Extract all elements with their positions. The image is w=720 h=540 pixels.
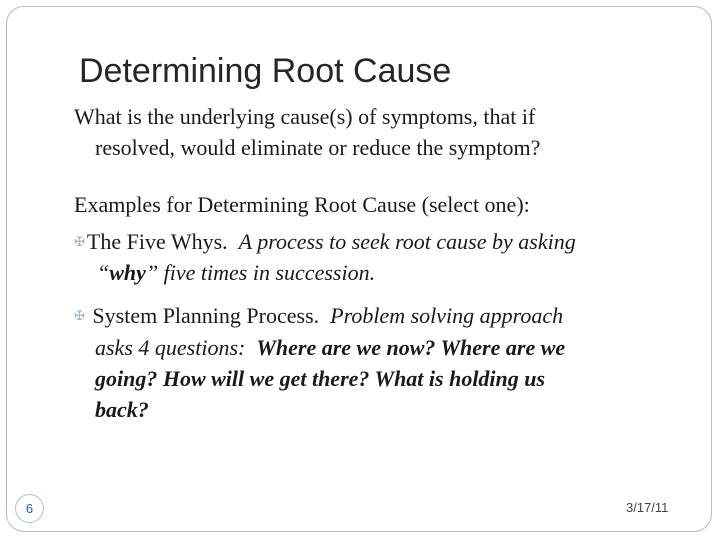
bullet-1-lead: The Five Whys. — [86, 229, 228, 254]
bullet-1-line-1 — [74, 226, 576, 257]
bullet-2-questions-line-1: Where are we now? Where are we — [256, 335, 566, 360]
slide-number: 6 — [15, 494, 44, 523]
bullet-marker-icon: ✠ — [74, 308, 85, 323]
slide-title: Determining Root Cause — [79, 52, 452, 90]
bullet-2-line-4 — [95, 394, 149, 425]
bullet-2-questions-line-3: back? — [95, 397, 149, 422]
bullet-2-desc-line-2: asks 4 questions: — [95, 335, 246, 360]
why-emphasis: why — [109, 260, 146, 285]
examples-heading: Examples for Determining Root Cause (select one): — [74, 192, 530, 217]
bullet-2-questions-line-2: going? How will we get there? What is holding us — [95, 366, 546, 391]
bullet-1-line-2 — [97, 257, 375, 288]
bullet-2-desc: Problem solving approach — [330, 303, 564, 328]
open-quote: “ — [97, 260, 110, 285]
bullet-2-line-2 — [95, 332, 565, 363]
bullet-2-lead: System Planning Process. — [92, 303, 320, 328]
bullet-2-line-1 — [74, 300, 563, 331]
slide-date: 3/17/11 — [626, 500, 669, 515]
question-line-2: resolved, would eliminate or reduce the symptom? — [95, 135, 541, 160]
bullet-2-line-3 — [95, 363, 545, 394]
bullet-1-desc: A process to seek root cause by asking — [238, 229, 576, 254]
bullet-1-desc-rest: ” five times in succession. — [145, 260, 376, 285]
question-line-1: What is the underlying cause(s) of symptoms, that if — [74, 104, 536, 129]
bullet-marker-icon: ✠ — [74, 234, 85, 249]
